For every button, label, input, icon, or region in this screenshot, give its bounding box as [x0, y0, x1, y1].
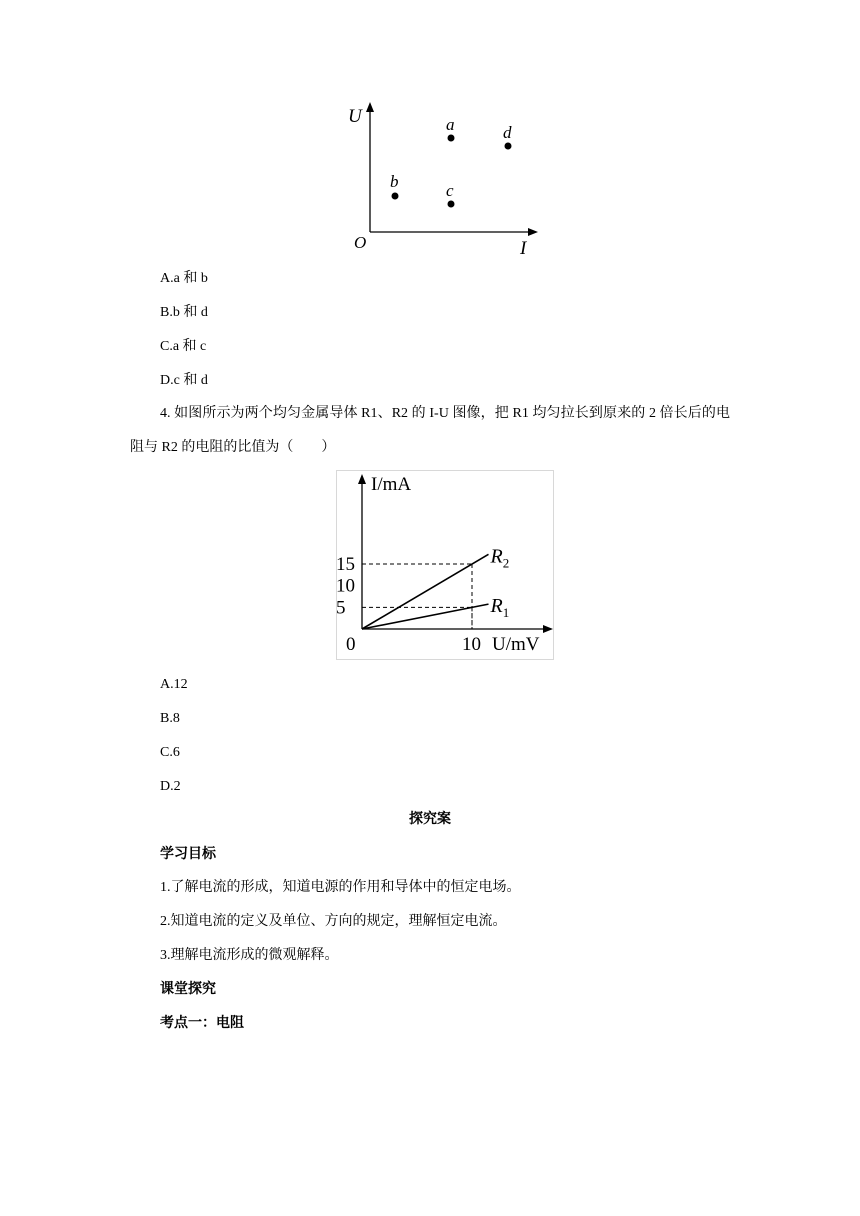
q4-option-a: A.12: [160, 677, 188, 692]
x-tick-10: 10: [462, 634, 481, 655]
ui-scatter-figure: [340, 98, 540, 260]
origin-label: O: [354, 233, 367, 252]
series-line-R2: [362, 554, 489, 629]
q3-option-d: D.c 和 d: [160, 373, 208, 388]
point-d-label: d: [503, 123, 512, 142]
x-tick-0: 0: [346, 634, 356, 655]
series-label-R2: $R_2$: [490, 545, 510, 571]
topic-heading: 考点一：电阻: [160, 1016, 244, 1031]
q3-option-c: C.a 和 c: [160, 339, 207, 354]
q3-option-b: B.b 和 d: [160, 305, 208, 320]
section-title: 探究案: [409, 812, 451, 827]
question-4-text: 4. 如图所示为两个均匀金属导体 R1、R2 的 I-U 图像，把 R1 均匀拉长到原来的 2 倍长后的电阻与 R2 的电阻的比值为（ ）: [130, 406, 730, 455]
x-axis-label: I: [520, 238, 527, 259]
goal-item: 3.理解电流形成的微观解释。: [160, 948, 339, 963]
y-tick-15: 15: [336, 554, 355, 576]
goal-item: 1.了解电流的形成，知道电源的作用和导体中的恒定电场。: [160, 880, 521, 895]
y-axis-label: U: [348, 106, 362, 127]
point-c-label: c: [446, 181, 454, 200]
y-axis-label: I/mA: [371, 474, 412, 495]
series-label-R1: $R_1$: [490, 595, 510, 621]
point-c: [448, 201, 455, 208]
goals-heading: 学习目标: [160, 847, 216, 862]
point-b-label: b: [390, 172, 399, 191]
q4-option-d: D.2: [160, 779, 181, 794]
q4-option-c: C.6: [160, 745, 180, 760]
y-tick-10: 10: [336, 575, 355, 597]
y-tick-5: 5: [336, 597, 346, 619]
x-axis-label: U/mV: [492, 634, 540, 655]
q4-option-b: B.8: [160, 711, 180, 726]
class-heading: 课堂探究: [160, 982, 216, 997]
point-a: [448, 135, 455, 142]
point-d: [505, 143, 512, 150]
goal-item: 2.知道电流的定义及单位、方向的规定，理解恒定电流。: [160, 914, 507, 929]
point-b: [392, 193, 399, 200]
q3-option-a: A.a 和 b: [160, 271, 208, 286]
point-a-label: a: [446, 115, 455, 134]
iu-chart: [336, 470, 554, 660]
